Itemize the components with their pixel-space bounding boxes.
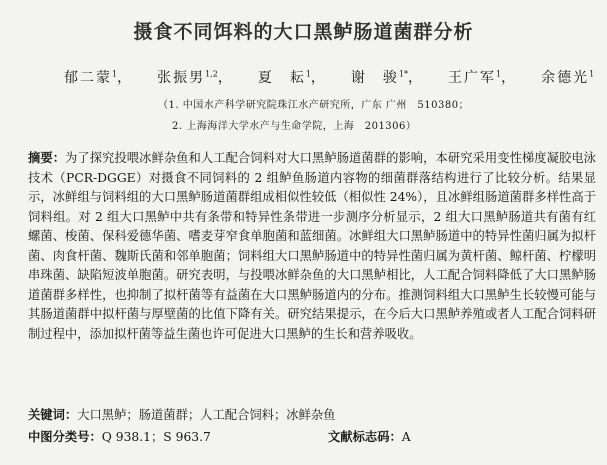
author (541, 67, 594, 87)
author-affiliation-mark: 1 (496, 69, 502, 79)
author-name: 谢 骏 (350, 70, 399, 86)
classification-line (28, 427, 596, 445)
classification-code: Q 938.1；S 963.7 (101, 430, 211, 444)
author-list (64, 67, 607, 87)
document-code-value: A (401, 430, 411, 444)
author: 张振男$^{1,2}$， (157, 69, 234, 86)
author: 谢 骏$^{1*}$， (350, 69, 425, 86)
author: 王广军$^1$， (448, 69, 518, 86)
classification-label: 中图分类号： (28, 430, 102, 444)
author-affiliation-mark: 1 (112, 69, 118, 79)
abstract-text: 为了探究投喂冰鲜杂鱼和人工配合饲料对大口黑鲈肠道菌群的影响，本研究采用变性梯度凝胶电泳技术（PCR-DGGE）对摄食不同饲料的 2 组鲈鱼肠道内容物的细菌群落结构进行了比较分析。结果显示，冰鲜组与饲料组的大口黑鲈肠道菌群组成相似性较低（相似性 24%），且冰鲜组肠道菌群多样性高于饲料组。对 2 组大口黑鲈中共有条带和特异性条带进一步测序分析显示，2 组大口黑鲈肠道共有菌有红螺菌、梭菌、保科爱德华菌、嗜麦芽窄食单胞菌和蓝细菌。冰鲜组大口黑鲈肠道中的特异性菌归属为拟杆菌、肉食杆菌、魏斯氏菌和邻单胞菌；饲料组大口黑鲈肠道中的特异性菌归属为黄杆菌、鲸杆菌、柠檬明串珠菌、缺陷短波单胞菌。研究表明，与投喂冰鲜杂鱼的大口黑鲈相比，人工配合饲料降低了大口黑鲈肠道菌群多样性，也抑制了拟杆菌等有益菌在大口黑鲈肠道内的分布。推测饲料组大口黑鲈生长较慢可能与其肠道菌群中拟杆菌与厚壁菌的比值下降有关。研究结果提示，在今后大口黑鲈养殖或者人工配合饲料研制过程中，添加拟杆菌等益生菌也许可促进大口黑鲈的生长和营养吸收。 (28, 151, 596, 341)
keywords (28, 405, 596, 423)
author-name: 余德光 (541, 70, 590, 86)
author-name: 张振男 (157, 70, 206, 86)
author-name: 郁二蒙 (64, 70, 112, 86)
document-code (328, 427, 411, 445)
author-affiliation-mark: 1 (305, 69, 311, 79)
keywords-text: 大口黑鲈；肠道菌群；人工配合饲料；冰鲜杂鱼 (77, 408, 336, 422)
paper-title: 摄食不同饵料的大口黑鲈肠道菌群分析 (133, 21, 474, 43)
affiliation-2: 2. 上海海洋大学水产与生命学院，上海 201306） (172, 121, 417, 132)
affiliation-1: （1. 中国水产科学研究院珠江水产研究所，广东 广州 510380； (158, 100, 470, 111)
keywords-label: 关键词： (28, 408, 78, 422)
author-affiliation-mark: 1 (589, 69, 595, 79)
abstract (28, 149, 596, 344)
document-code-label: 文献标志码： (328, 430, 402, 444)
author: 夏 耘$^1$， (257, 69, 327, 86)
author-affiliation-mark: 1,2 (205, 69, 218, 79)
author-name: 王广军 (448, 70, 497, 86)
author: 郁二蒙$^1$， (64, 69, 134, 86)
author-name: 夏 耘 (257, 70, 306, 86)
author-affiliation-mark: 1* (398, 69, 409, 79)
abstract-label: 摘要： (28, 151, 66, 165)
